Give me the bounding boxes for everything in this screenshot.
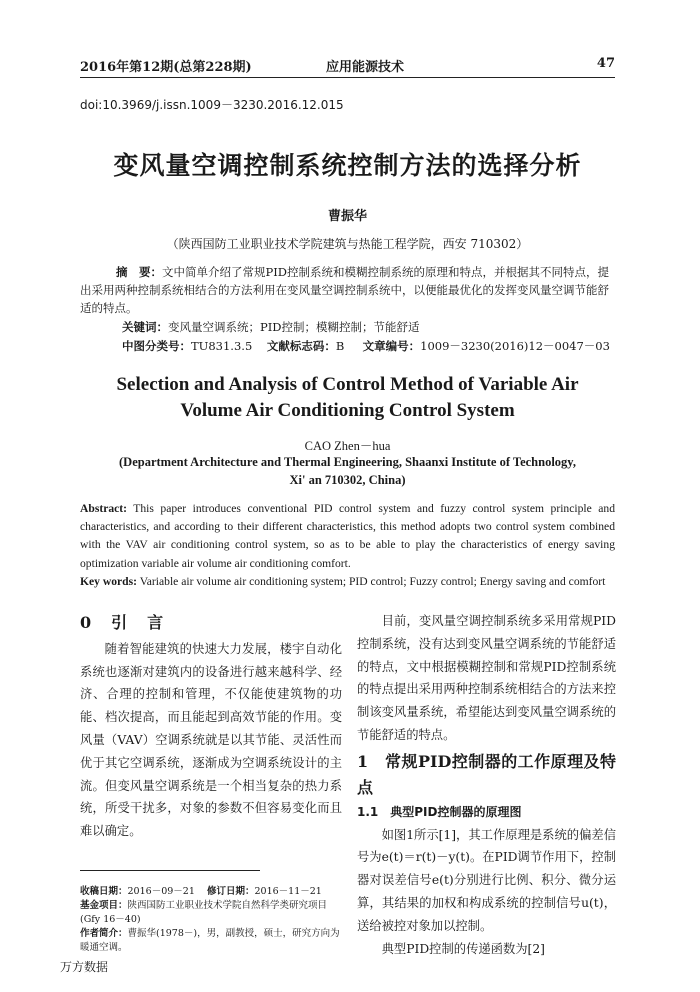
transfer-function-intro: 典型PID控制的传递函数为[2] xyxy=(381,941,545,956)
received-date: 2016－09－21 xyxy=(127,886,195,897)
footnote xyxy=(80,885,342,955)
left-column xyxy=(80,612,342,843)
clc-label: 中图分类号： xyxy=(122,339,191,353)
title-en-line1: Selection and Analysis of Control Method of Variable Air xyxy=(116,374,579,395)
header-issue: 2016年第12期(总第228期) xyxy=(80,60,252,75)
header-rule xyxy=(80,77,615,78)
doi: doi:10.3969/j.issn.1009－3230.2016.12.015 xyxy=(80,98,344,112)
pid-principle-paragraph: 如图1所示[1]，其工作原理是系统的偏差信号为e(t)＝r(t)－y(t)。在PID调节作用下，控制器对误差信号e(t)分别进行比例、积分、微分运算，其结果的加权和构成系统的控制信号u(t)，送给被控对象加以控制。 xyxy=(357,827,616,933)
abstract-cn xyxy=(80,263,615,317)
page-number: 47 xyxy=(596,56,615,71)
clc-value: TU831.3.5 xyxy=(191,339,253,353)
revised-date: 2016－11－21 xyxy=(254,886,322,897)
abstract-en-text: This paper introduces conventional PID control system and fuzzy control system principle and characteristics, and according to their different characteristics, this method adopts two control system combined with the VAV air conditioning control system, so as to be able to play the characteristics of energy saving optimization variable air volume air conditioning comfort. xyxy=(80,502,615,570)
keywords-cn xyxy=(80,318,615,336)
affiliation-en-line1: (Department Architecture and Thermal Engineering, Shaanxi Institute of Technology, xyxy=(119,455,576,469)
author-cn: 曹振华 xyxy=(327,209,367,224)
affiliation-cn: （陕西国防工业职业技术学院建筑与热能工程学院，西安 710302） xyxy=(166,237,529,251)
abstract-en-label: Abstract: xyxy=(80,502,128,515)
watermark-text: 万方数据 xyxy=(60,960,109,974)
received-label: 收稿日期： xyxy=(80,886,128,897)
right-column xyxy=(357,610,616,960)
bio-value: 曹振华(1978－)，男，副教授，硕士，研究方向为暖通空调。 xyxy=(80,928,340,953)
author-en: CAO Zhen－hua xyxy=(304,439,391,453)
subsection-heading-pid-diagram: 1.1 典型PID控制器的原理图 xyxy=(357,804,522,819)
affiliation-en-line2: Xi' an 710302, China) xyxy=(289,473,406,487)
footnote-fund xyxy=(80,899,342,927)
keywords-en-label: Key words: xyxy=(80,575,137,588)
article-no-label: 文章编号： xyxy=(362,339,421,353)
section-heading-pid: 1 常规PID控制器的工作原理及特点 xyxy=(357,751,616,797)
title-en xyxy=(80,372,615,424)
footnote-bio xyxy=(80,927,342,955)
title-cn: 变风量空调控制系统控制方法的选择分析 xyxy=(113,151,582,180)
doc-code-value: B xyxy=(335,339,345,353)
fund-value: 陕西国防工业职业技术学院自然科学类研究项目(Gfy 16－40) xyxy=(80,900,328,925)
abstract-cn-label: 摘 要： xyxy=(116,265,162,279)
keywords-en xyxy=(80,573,615,591)
doc-code-label: 文献标志码： xyxy=(266,339,336,353)
keywords-en-text: Variable air volume air conditioning system; PID control; Fuzzy control; Energy saving and comfort xyxy=(137,575,606,588)
keywords-cn-text: 变风量空调系统；PID控制；模糊控制；节能舒适 xyxy=(168,320,420,334)
bio-label: 作者简介： xyxy=(80,928,128,939)
abstract-en xyxy=(80,500,615,573)
classification xyxy=(80,337,615,355)
footnote-rule xyxy=(80,870,260,871)
section-heading-intro: 0 引 言 xyxy=(80,613,166,632)
affiliation-en xyxy=(80,453,615,489)
abstract-cn-text: 文中简单介绍了常规PID控制系统和模糊控制系统的原理和特点，并根据其不同特点，提出采用两种控制系统相结合的方法利用在变风量空调控制系统中，以便能最优化的发挥变风量空调节能舒适的特点。 xyxy=(80,265,609,315)
current-status-paragraph: 目前，变风量空调控制系统多采用常规PID控制系统，没有达到变风量空调系统的节能舒适的特点，文中根据模糊控制和常规PID控制系统的特点提出采用两种控制系统相结合的方法来控制该变风量系统，希望能达到变风量空调系统的节能舒适的特点。 xyxy=(357,614,616,742)
revised-label: 修订日期： xyxy=(206,886,255,897)
header-journal: 应用能源技术 xyxy=(325,60,404,75)
article-no-value: 1009－3230(2016)12－0047－03 xyxy=(420,339,610,353)
title-en-line2: Volume Air Conditioning Control System xyxy=(180,400,515,421)
footnote-dates xyxy=(80,885,342,899)
intro-paragraph: 随着智能建筑的快速大力发展，楼宇自动化系统也逐渐对建筑内的设备进行越来越科学、经济、合理的控制和管理，不仅能使建筑物的功能、档次提高，而且能起到高效节能的作用。变风量（VAV）空调系统就是以其节能、灵活性而优于其它空调系统，逐渐成为空调系统设计的主流。但变风量空调系统是一个相当复杂的热力系统，所受干扰多，对象的参数不但容易变化而且难以确定。 xyxy=(80,641,342,839)
keywords-cn-label: 关键词： xyxy=(122,320,168,334)
fund-label: 基金项目： xyxy=(80,900,128,911)
